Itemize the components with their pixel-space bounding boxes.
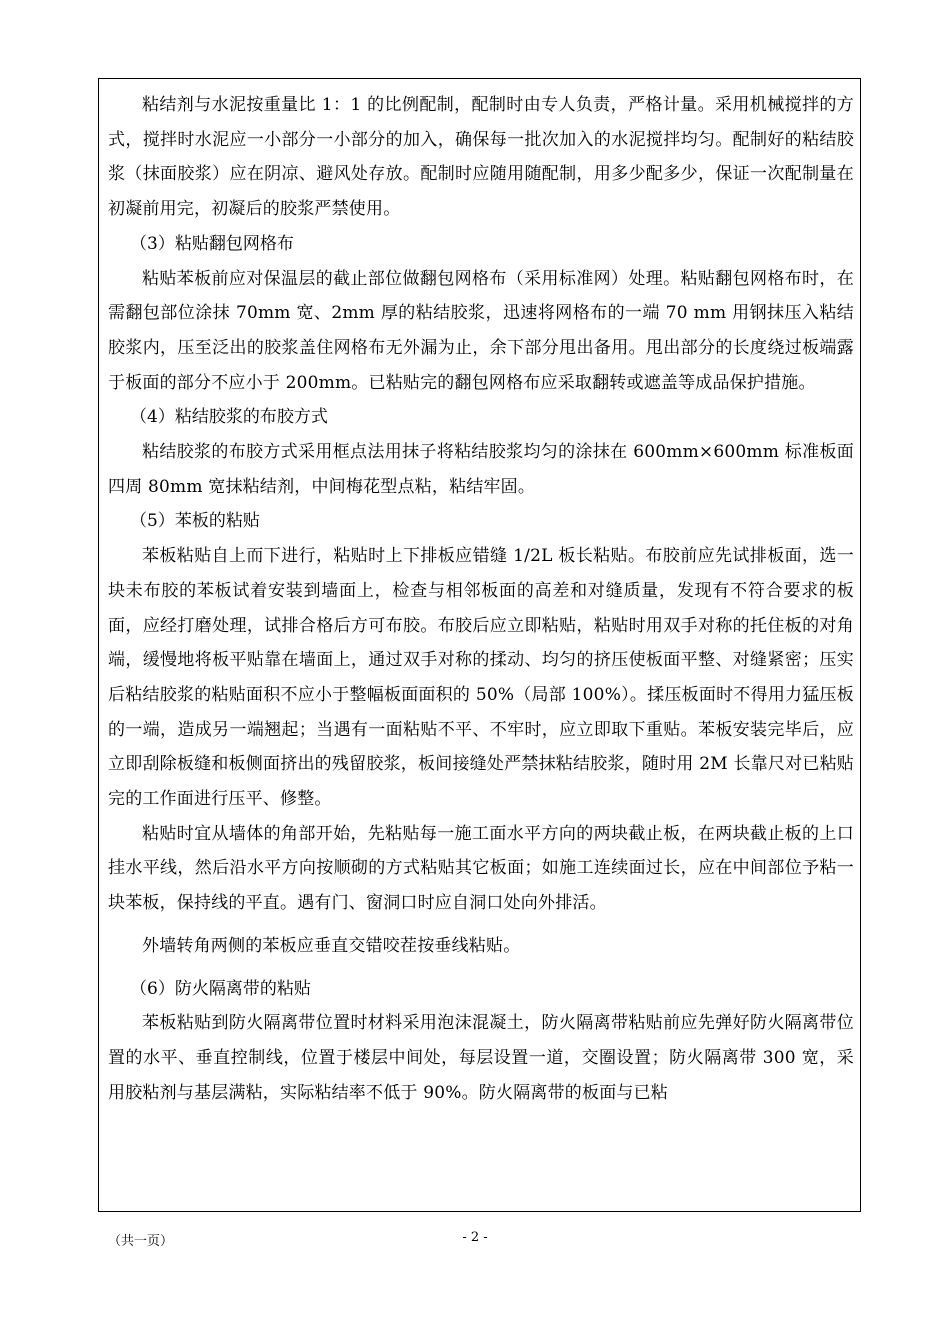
- section-heading: （4）粘结胶浆的布胶方式: [130, 407, 328, 428]
- paragraph: 粘贴时宜从墙体的角部开始，先粘贴每一施工面水平方向的两块截止板，在两块截止板的上口挂水平线，然后沿水平方向按顺砌的方式粘贴其它板面；如施工连续面过长，应在中间部位予粘一块苯板，保持线的平直。遇有门、窗洞口时应自洞口处向外排活。: [108, 823, 854, 914]
- document-body: [108, 88, 854, 1110]
- paragraph: 粘结胶浆的布胶方式采用框点法用抹子将粘结胶浆均匀的涂抹在 600mm×600mm 标准板面四周 80mm 宽抹粘结剂，中间梅花型点粘，粘结牢固。: [108, 442, 854, 497]
- section-heading: （3）粘贴翻包网格布: [130, 233, 294, 254]
- section-heading: （5）苯板的粘贴: [130, 511, 260, 532]
- paragraph: 外墙转角两侧的苯板应垂直交错咬茬按垂线粘贴。: [142, 935, 521, 956]
- paragraph: 苯板粘贴到防火隔离带位置时材料采用泡沫混凝土，防火隔离带粘贴前应先弹好防火隔离带位置的水平、垂直控制线，位置于楼层中间处，每层设置一道，交圈设置；防火隔离带 300 宽，采用胶粘剂与基层满粘，实际粘结率不低于 90%。防火隔离带的板面与已粘: [108, 1013, 854, 1103]
- paragraph: 苯板粘贴自上而下进行，粘贴时上下排板应错缝 1/2L 板长粘贴。布胶前应先试排板面，选一块未布胶的苯板试着安装到墙面上，检查与相邻板面的高差和对缝质量，发现有不符合要求的板面，应经打磨处理，试排合格后方可布胶。布胶后应立即粘贴，粘贴时用双手对称的托住板的对角端，缓慢地将板平贴靠在墙面上，通过双手对称的揉动、均匀的挤压使板面平整、对缝紧密；压实后粘结胶浆的粘贴面积不应小于整幅板面面积的 50%（局部 100%）。揉压板面时不得用力猛压板的一端，造成另一端翘起；当遇有一面粘贴不平、不牢时，应立即取下重贴。苯板安装完毕后，应立即刮除板缝和板侧面挤出的残留胶浆，板间接缝处严禁抹粘结胶浆，随时用 2M 长靠尺对已粘贴完的工作面进行压平、修整。: [108, 546, 854, 810]
- paragraph: 粘贴苯板前应对保温层的截止部位做翻包网格布（采用标准网）处理。粘贴翻包网格布时，在需翻包部位涂抹 70mm 宽、2mm 厚的粘结胶浆，迅速将网格布的一端 70 mm 用钢抹压入粘结胶浆内，压至泛出的胶浆盖住网格布无外漏为止，余下部分甩出备用。甩出部分的长度绕过板端露于板面的部分不应小于 200mm。已粘贴完的翻包网格布应采取翻转或遮盖等成品保护措施。: [108, 268, 854, 393]
- section-heading: （6）防火隔离带的粘贴: [130, 978, 311, 999]
- page-number: - 2 -: [462, 1230, 488, 1245]
- page-count-note: （共一页）: [108, 1234, 174, 1249]
- paragraph: 粘结剂与水泥按重量比 1：1 的比例配制，配制时由专人负责，严格计量。采用机械搅拌的方式，搅拌时水泥应一小部分一小部分的加入，确保每一批次加入的水泥搅拌均匀。配制好的粘结胶浆（抹面胶浆）应在阴凉、避风处存放。配制时应随用随配制，用多少配多少，保证一次配制量在初凝前用完，初凝后的胶浆严禁使用。: [108, 95, 854, 220]
